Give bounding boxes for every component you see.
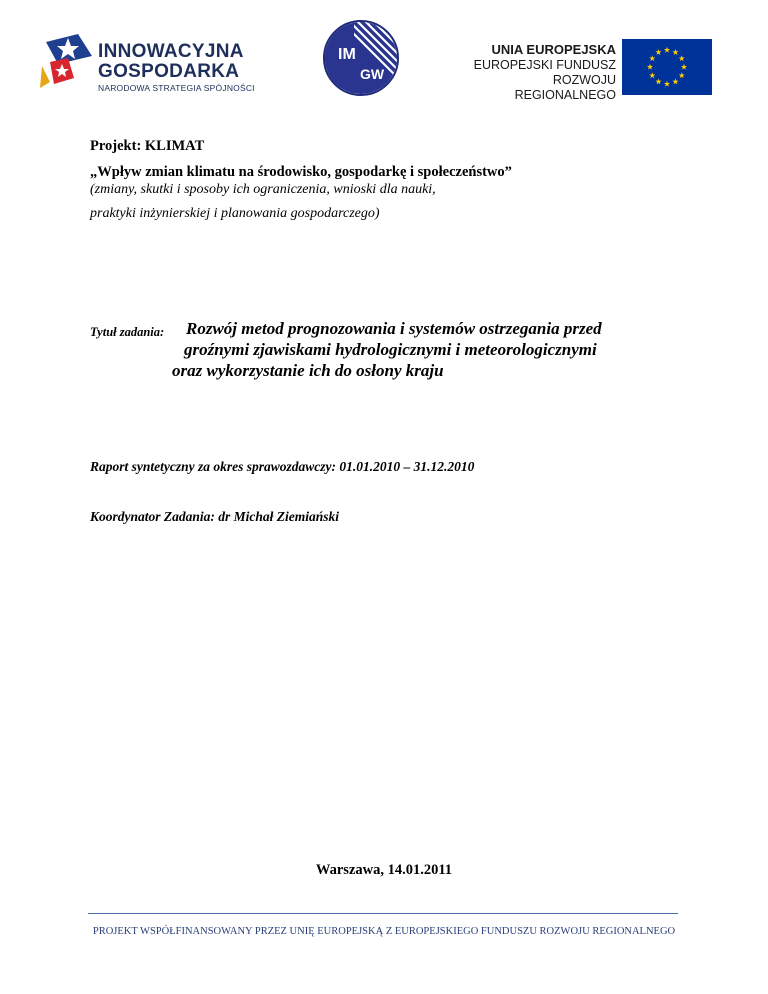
imgw-text-top: IM — [338, 46, 356, 63]
project-subject: „Wpływ zmian klimatu na środowisko, gospodarkę i społeczeństwo” — [90, 164, 512, 180]
imgw-logo — [322, 19, 400, 97]
report-period: Raport syntetyczny za okres sprawozdawczy: 01.01.2010 – 31.12.2010 — [90, 459, 475, 474]
project-name: Projekt: KLIMAT — [90, 138, 205, 154]
task-title — [172, 318, 602, 381]
eu-logo-line3: ROZWOJU REGIONALNEGO — [514, 73, 616, 102]
ig-logo-line1: INNOWACYJNA — [98, 41, 244, 62]
ig-logo-line2: GOSPODARKA — [98, 61, 240, 82]
eu-logo-line2: EUROPEJSKI FUNDUSZ — [473, 58, 616, 72]
place-date: Warszawa, 14.01.2011 — [315, 862, 453, 878]
innowacyjna-gospodarka-logo — [38, 30, 258, 98]
task-label: Tytuł zadania: — [90, 325, 165, 339]
subject-note-line1: (zmiany, skutki i sposoby ich ograniczenia, wnioski dla nauki, — [90, 182, 436, 197]
eu-logo-text — [452, 42, 616, 103]
ig-logo-line3: NARODOWA STRATEGIA SPÓJNOŚCI — [98, 83, 255, 93]
subject-note-line2: praktyki inżynierskiej i planowania gospodarczego) — [90, 206, 380, 221]
footer-divider — [88, 913, 678, 914]
task-title-line3: oraz wykorzystanie ich do osłony kraju — [172, 361, 444, 380]
task-title-line1: Rozwój metod prognozowania i systemów ostrzegania przed — [186, 319, 602, 338]
footer-text: PROJEKT WSPÓŁFINANSOWANY PRZEZ UNIĘ EUROPEJSKĄ Z EUROPEJSKIEGO FUNDUSZU ROZWOJU REGIONALNEGO — [92, 926, 676, 937]
eu-flag-icon — [622, 39, 712, 95]
eu-flag — [622, 39, 712, 95]
imgw-text-bottom: GW — [360, 66, 385, 82]
coordinator: Koordynator Zadania: dr Michał Ziemiański — [90, 509, 340, 524]
star-flag-icon — [38, 32, 96, 92]
task-title-line2: groźnymi zjawiskami hydrologicznymi i meteorologicznymi — [184, 340, 597, 359]
imgw-emblem-icon — [322, 19, 400, 97]
eu-logo-line1: UNIA EUROPEJSKA — [491, 42, 616, 57]
